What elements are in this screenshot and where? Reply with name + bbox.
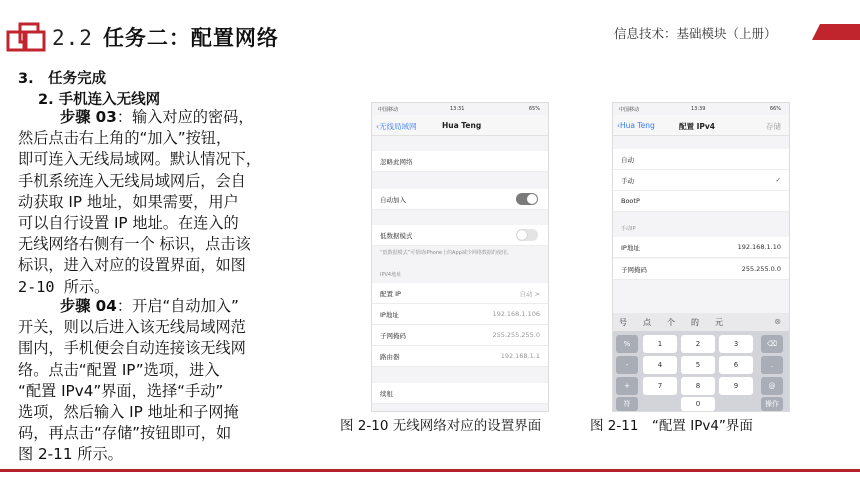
option-bootp-row[interactable] [613, 191, 789, 212]
row-label: 配置 IP [380, 290, 401, 298]
key[interactable]: 6 [719, 356, 753, 374]
key-percent[interactable]: % [616, 335, 638, 353]
row-label: 自动 [621, 156, 634, 164]
status-bar [613, 103, 789, 115]
row-value: 192.168.1.1 [500, 352, 540, 360]
key-dot[interactable]: . [761, 356, 783, 374]
key[interactable]: 4 [643, 356, 677, 374]
subnet-mask-row [372, 325, 548, 346]
renew-lease-row[interactable] [372, 383, 548, 404]
paragraph-step-03 [18, 107, 308, 298]
text-line: 2-10 所示。 [18, 277, 110, 296]
row-label: 忽略此网络 [380, 158, 413, 166]
candidate-word[interactable]: 的 [691, 318, 699, 327]
key[interactable]: 8 [681, 377, 715, 395]
save-button[interactable]: 存储 [766, 122, 781, 131]
text-line: 即可连入无线局域网。默认情况下， [18, 150, 261, 169]
backspace-icon[interactable]: ⌫ [761, 335, 783, 353]
time-text: 13:31 [450, 106, 465, 112]
row-label: BootP [621, 197, 640, 205]
section-number: 2.2 [52, 26, 93, 50]
key[interactable]: 3 [719, 335, 753, 353]
collapse-icon[interactable]: ⊗ [774, 317, 781, 326]
key[interactable]: 0 [681, 397, 715, 411]
key[interactable]: 7 [643, 377, 677, 395]
option-auto-row[interactable] [613, 149, 789, 170]
paragraph-step-04 [18, 296, 308, 466]
row-value: 255.255.255.0 [492, 331, 540, 339]
text-line: 码，再点击“存储”按钮即可，如 [18, 424, 232, 443]
page-title [52, 22, 279, 52]
text-line: 围内，手机便会自动连接该无线网 [18, 339, 246, 358]
row-value: 自动 > [519, 290, 540, 298]
option-manual-row[interactable] [613, 170, 789, 191]
back-label: Hua Teng [620, 121, 655, 130]
key[interactable]: 9 [719, 377, 753, 395]
figure-caption-2-10: 图 2-10 无线网络对应的设置界面 [340, 418, 542, 434]
book-title: 信息技术：基础模块（上册） [614, 26, 777, 41]
figure-caption-2-11: 图 2-11 “配置 IPv4”界面 [590, 418, 753, 434]
text-line: ：开启“自动加入” [116, 297, 239, 315]
auto-join-toggle[interactable] [516, 193, 538, 205]
nav-bar [613, 115, 789, 136]
text-line: ：输入对应的密码， [116, 108, 254, 126]
row-label: IP地址 [621, 244, 640, 252]
checkmark-icon: ✓ [775, 176, 781, 184]
row-label: 手动 [621, 177, 634, 185]
battery-text: 65% [528, 106, 540, 112]
text-line: 动获取 IP 地址，如果需要，用户 [18, 192, 239, 211]
config-title: 配置 IPv4 [679, 122, 716, 131]
carrier-text: 中国移动 [619, 107, 640, 113]
status-bar [372, 103, 548, 115]
back-label: 无线局域网 [379, 122, 417, 131]
router-row [372, 346, 548, 367]
text-line: “配置 IPv4”界面，选择“手动” [18, 381, 224, 400]
manual-section-header: 手动IP [621, 226, 636, 232]
candidate-word[interactable]: 个 [667, 318, 675, 327]
forget-network-row[interactable] [372, 151, 548, 172]
text-line: 开关，则以后进入该无线局域网范 [18, 318, 246, 337]
section-title: 任务二：配置网络 [102, 26, 279, 50]
text-line: 标识，进入对应的设置界面，如图 [18, 256, 246, 275]
text-line: 图 2-11 所示。 [18, 445, 123, 464]
step-label: 步骤 03 [60, 108, 117, 126]
key-minus[interactable]: - [616, 356, 638, 374]
row-label: 子网掩码 [380, 332, 406, 340]
key[interactable]: 2 [681, 335, 715, 353]
row-label: 低数据模式 [380, 232, 413, 240]
network-title: Hua Teng [442, 121, 482, 130]
row-label: 续租 [380, 390, 393, 398]
section-logo-icon [6, 22, 46, 52]
text-line: 然后点击右上角的“加入”按钮， [18, 129, 232, 148]
ip-address-row[interactable] [613, 237, 789, 258]
ip-address-row [372, 304, 548, 325]
carrier-text: 中国移动 [378, 107, 399, 113]
key-symbol[interactable]: 符 [616, 397, 638, 411]
ipv4-section-header: IPV4地址 [380, 272, 402, 278]
row-label: 路由器 [380, 353, 400, 361]
figure-ipv4-config-screenshot [612, 102, 790, 412]
low-data-row [372, 225, 548, 246]
candidate-word[interactable]: 号 [619, 318, 627, 327]
candidate-bar [613, 313, 789, 331]
text-line: 选项，然后输入 IP 地址和子网掩 [18, 403, 239, 422]
ip-address-input[interactable]: 192.168.1.10 [737, 243, 781, 251]
nav-bar [372, 115, 548, 136]
key-at[interactable]: @ [761, 377, 783, 395]
footer-rule [0, 469, 860, 472]
back-button[interactable]: ‹Hua Teng [617, 121, 655, 130]
text-line: 手机系统连入无线局域网后，会自 [18, 171, 246, 190]
row-label: 自动加入 [380, 196, 406, 204]
candidate-word[interactable]: 点 [643, 318, 651, 327]
subnet-mask-row[interactable] [613, 259, 789, 280]
row-label: IP地址 [380, 311, 399, 319]
auto-join-row [372, 189, 548, 210]
key-plus[interactable]: + [616, 377, 638, 395]
sub-heading: 2. 手机连入无线网 [38, 92, 161, 108]
key[interactable]: 5 [681, 356, 715, 374]
text-line: 可以自行设置 IP 地址。在连入的 [18, 214, 239, 233]
row-label: 子网掩码 [621, 266, 647, 274]
keyboard [613, 313, 789, 411]
text-line: 络。点击“配置 IP”选项，进入 [18, 360, 220, 379]
step-label: 步骤 04 [60, 297, 117, 315]
battery-text: 66% [769, 106, 781, 112]
low-data-note: “低数据模式”可帮助iPhone上的App减少网络数据的使用。 [380, 250, 512, 256]
low-data-toggle[interactable] [516, 229, 538, 241]
configure-ip-row[interactable] [372, 283, 548, 304]
figure-wifi-settings-screenshot [371, 102, 549, 412]
section-heading: 3. 任务完成 [18, 71, 107, 87]
back-button[interactable]: ‹无线局域网 [376, 122, 417, 131]
candidate-word[interactable]: 元 [715, 318, 723, 327]
key-action[interactable]: 操作 [761, 397, 783, 411]
key[interactable]: 1 [643, 335, 677, 353]
time-text: 13:39 [691, 106, 706, 112]
row-value: 192.168.1.106 [492, 310, 540, 318]
text-line: 无线网络右侧有一个 标识，点击该 [18, 235, 251, 254]
subnet-mask-input[interactable]: 255.255.0.0 [741, 265, 781, 273]
header-stripe-icon [812, 24, 860, 40]
